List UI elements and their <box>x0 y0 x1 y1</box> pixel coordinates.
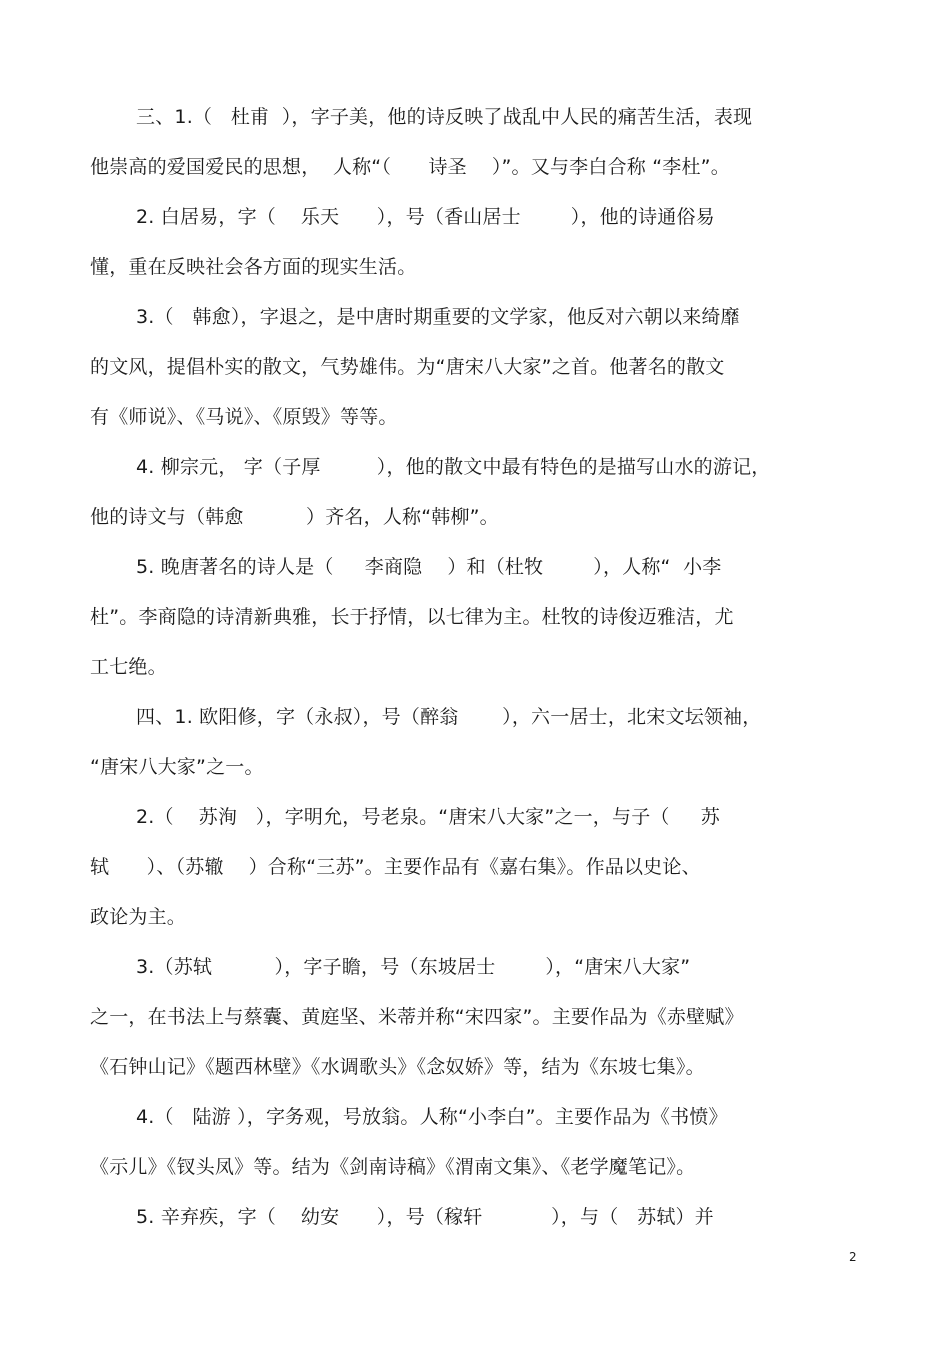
text-line-9: 他的诗文与（韩愈 ）齐名，人称“韩柳”。 <box>90 506 499 528</box>
text-line-11: 杜”。李商隐的诗清新典雅，长于抒情，以七律为主。杜牧的诗俊迈雅洁，尤 <box>90 606 734 628</box>
text-line-10: 5. 晚唐著名的诗人是（ 李商隐 ）和（杜牧 ），人称“ 小李 <box>136 556 722 578</box>
text-line-17: 政论为主。 <box>90 906 187 928</box>
text-line-14: “唐宋八大家”之一。 <box>90 756 264 778</box>
text-line-18: 3.（苏轼 ），字子瞻，号（东坡居士 ），“唐宋八大家” <box>136 956 691 978</box>
text-line-21: 4.（ 陆游 ），字务观，号放翁。人称“小李白”。主要作品为《书愤》 <box>136 1106 728 1128</box>
text-line-16: 轼 ）、（苏辙 ）合称“三苏”。主要作品有《嘉右集》。作品以史论、 <box>90 856 701 878</box>
page-number: 2 <box>849 1250 857 1264</box>
text-line-6: 的文风，提倡朴实的散文，气势雄伟。为“唐宋八大家”之首。他著名的散文 <box>90 356 725 378</box>
text-line-1: 三、1.（ 杜甫 ），字子美，他的诗反映了战乱中人民的痛苦生活，表现 <box>136 106 753 128</box>
text-line-19: 之一，在书法上与蔡囊、黄庭坚、米蒂并称“宋四家”。主要作品为《赤壁赋》 <box>90 1006 744 1028</box>
text-line-2: 他崇高的爱国爱民的思想， 人称“（ 诗圣 ）”。又与李白合称 “李杜”。 <box>90 156 730 178</box>
text-line-4: 懂，重在反映社会各方面的现实生活。 <box>90 256 417 278</box>
text-line-8: 4. 柳宗元， 字（子厚 ），他的散文中最有特色的是描写山水的游记， <box>136 456 771 478</box>
text-line-7: 有《师说》、《马说》、《原毁》等等。 <box>90 406 398 428</box>
text-line-23: 5. 辛弃疾，字（ 幼安 ），号（稼轩 ），与（ 苏轼）并 <box>136 1206 714 1228</box>
text-line-5: 3.（ 韩愈），字退之，是中唐时期重要的文学家，他反对六朝以来绮靡 <box>136 306 740 328</box>
text-line-12: 工七绝。 <box>90 656 167 678</box>
text-line-15: 2.（ 苏洵 ），字明允，号老泉。“唐宋八大家”之一，与子（ 苏 <box>136 806 720 828</box>
text-line-3: 2. 白居易，字（ 乐天 ），号（香山居士 ），他的诗通俗易 <box>136 206 715 228</box>
text-line-22: 《示儿》《钗头凤》等。结为《剑南诗稿》《渭南文集》、《老学魔笔记》。 <box>90 1156 696 1178</box>
text-line-20: 《石钟山记》《题西林壁》《水调歌头》《念奴娇》等，结为《东坡七集》。 <box>90 1056 705 1078</box>
text-line-13: 四、1. 欧阳修，字（永叔），号（醉翁 ），六一居士，北宋文坛领袖， <box>136 706 762 728</box>
